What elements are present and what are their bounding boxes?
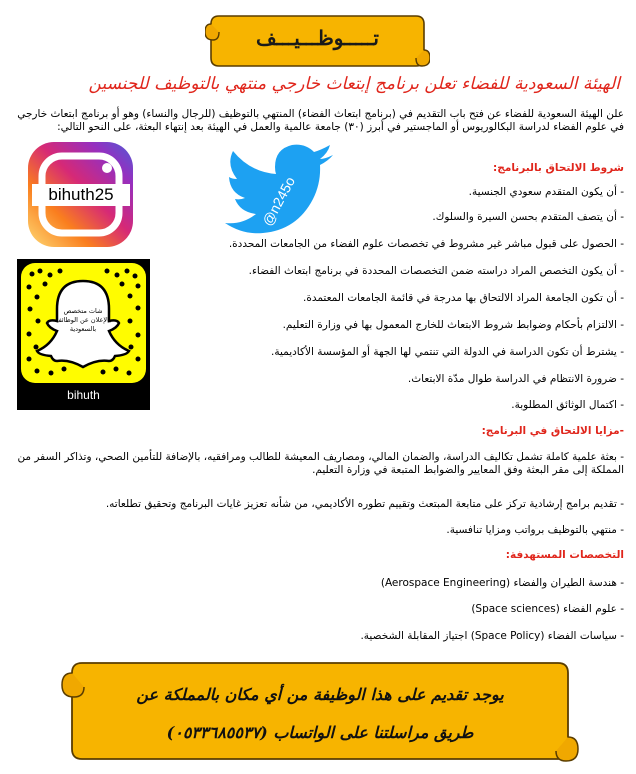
twitter-logo (225, 143, 335, 235)
scroll-shape (60, 655, 580, 767)
instagram-handle: bihuth25 (32, 184, 130, 206)
condition-item: - يشترط أن تكون الدراسة في الدولة التي تنتمي لها الجهة أو المؤسسة الأكاديمية. (271, 346, 624, 358)
benefits-heading: -مزايا الالتحاق في البرنامج: (481, 425, 624, 437)
twitter-handle: @n245o (259, 174, 299, 229)
benefit-item: - منتهي بالتوظيف برواتب ومزايا تنافسية. (446, 524, 624, 536)
condition-item: - الالتزام بأحكام وضوابط شروط الابتعاث للخارج المعمول بها في وزارة التعليم. (282, 319, 624, 331)
condition-item: - أن يتصف المتقدم بحسن السيرة والسلوك. (432, 211, 624, 223)
headline: الهيئة السعودية للفضاء تعلن برنامج إبتعاث خارجي منتهي بالتوظيف للجنسين (88, 74, 620, 94)
snapchat-code (17, 259, 150, 410)
condition-item: - أن يكون التخصص المراد دراسته ضمن التخصصات المحددة في برنامج ابتعاث الفضاء. (248, 265, 624, 277)
conditions-heading: شروط الالتحاق بالبرنامج: (493, 162, 624, 174)
benefit-item: - تقديم برامج إرشادية تركز على متابعة المبتعث وتقييم تطوره الأكاديمي، من شأنه تعزيز غايات البرنامج وتحقيق تطلعاته. (105, 498, 624, 510)
condition-item: - اكتمال الوثائق المطلوبة. (511, 399, 624, 411)
title-banner (205, 10, 430, 72)
banner-title: تـــــوظـــيـــف (255, 26, 379, 50)
contact-line-1: يوجد تقديم على هذا الوظيفة من أي مكان بالمملكة عن (136, 685, 504, 704)
specialty-item: - هندسة الطيران والفضاء (Aerospace Engineering) (380, 577, 624, 589)
specialty-item: - علوم الفضاء (Space sciences) (471, 603, 624, 615)
condition-item: - الحصول على قبول مباشر غير مشروط في تخصصات علوم الفضاء من الجامعات المحددة. (228, 238, 624, 250)
condition-item: - أن تكون الجامعة المراد الالتحاق بها مدرجة في قائمة الجامعات المعتمدة. (303, 292, 624, 304)
specialty-item: - سياسات الفضاء (Space Policy) اجتياز المقابلة الشخصية. (360, 630, 624, 642)
contact-banner (60, 655, 580, 767)
intro-paragraph: علن الهيئة السعودية للفضاء عن فتح باب التقديم في (برنامج ابتعاث الفضاء) المنتهي بالتوظيف (للرجال والنساء) وهو أو برنامج ابتعاث خارجي في علوم الفضاء لدراسة البكالوريوس أو الماجستير في أبرز (٣٠) جامعة عالمية والعمل في الهيئة بعد إنتهاء البعثة، على النحو التالي: (17, 108, 624, 133)
specialties-heading: التخصصات المستهدفة: (505, 549, 624, 561)
snapchat-handle: bihuth (67, 388, 100, 402)
condition-item: - أن يكون المتقدم سعودي الجنسية. (468, 186, 624, 198)
contact-line-2: طريق مراسلتنا على الواتساب (٠٥٣٣٦٨٥٥٣٧) (166, 723, 474, 742)
instagram-logo (26, 140, 135, 249)
condition-item: - ضرورة الانتظام في الدراسة طوال مدّة الابتعاث. (407, 373, 624, 385)
benefit-item: - بعثة علمية كاملة تشمل تكاليف الدراسة، والضمان المالي، ومصاريف المعيشة للطالب ومرافقيه، بالإضافة للتأمين الصحي، وتذاكر السفر من المملكة إلى مقر البعثة وفق المعايير والضوابط المتبعة في وزارة التعليم. (17, 451, 624, 476)
snapchat-caption: شات متخصص بالإعلان عن الوظائف بالسعودية (55, 307, 111, 333)
